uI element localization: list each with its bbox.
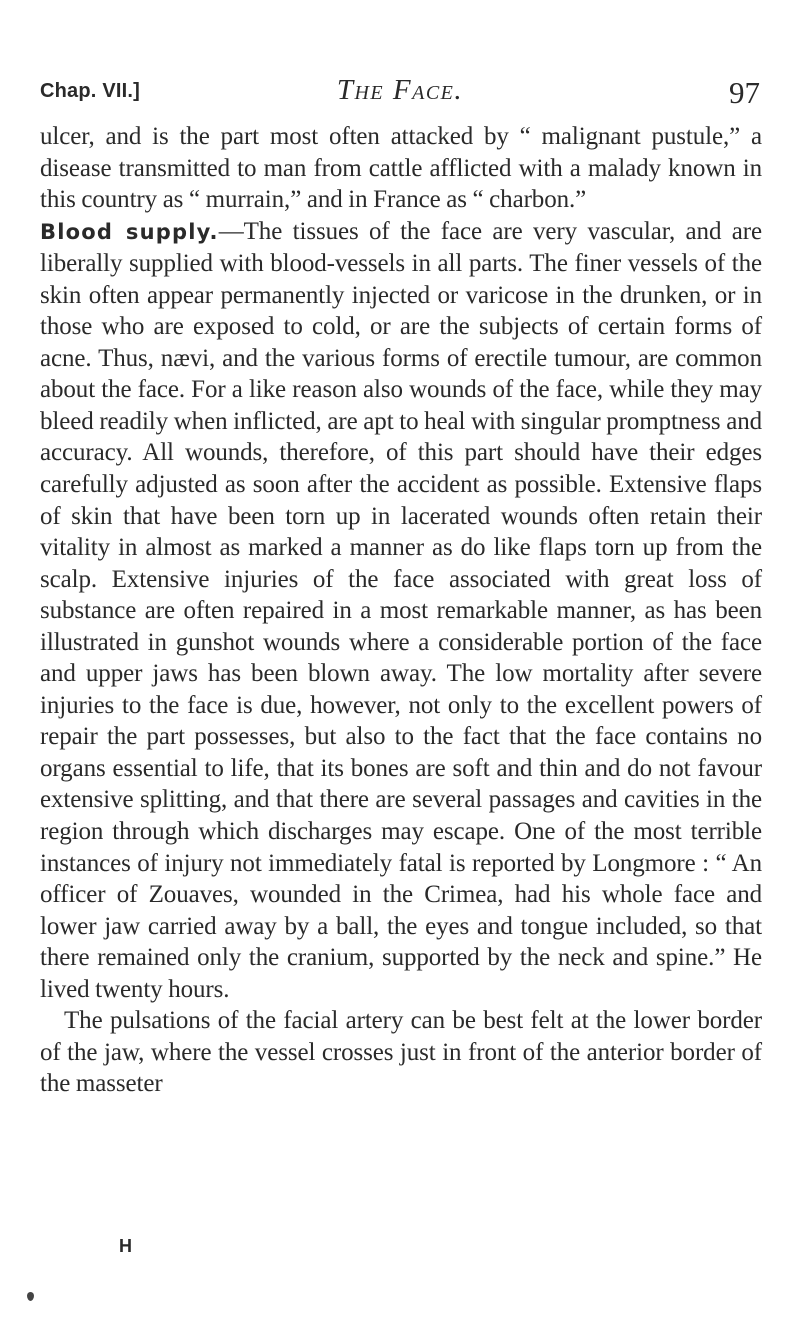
section-heading-blood-supply: Blood supply. bbox=[40, 219, 219, 244]
page-number: 97 bbox=[729, 75, 760, 110]
chapter-label: Chap. VII.] bbox=[40, 80, 140, 102]
paragraph-blood-supply bbox=[40, 216, 762, 1006]
paragraph-blood-supply-text: —The tissues of the face are very vascular, and are liberally supplied with blood-vessels in all parts. The finer vessels of the skin often appear permanently injected or varicose in the drunken, or in those who are exposed to cold, or are the subjects of certain forms of acne. Thus, nævi, and the various forms of erectile tumour, are common about the face. For a like reason also wounds of the face, while they may bleed readily when inflicted, are apt to heal with singular promptness and accuracy. All wounds, therefore, of this part should have their edges carefully adjusted as soon after the accident as possible. Extensive flaps of skin that have been torn up in lacerated wounds often retain their vitality in almost as marked a manner as do like flaps torn up from the scalp. Extensive injuries of the face associated with great loss of substance are often repaired in a most remarkable manner, as has been illustrated in gunshot wounds where a considerable portion of the face and upper jaws has been blown away. The low mortality after severe injuries to the face is due, however, not only to the excellent powers of repair the part possesses, but also to the fact that the face contains no organs essential to life, that its bones are soft and thin and do not favour extensive splitting, and that there are several passages and cavities in the region through which discharges may escape. One of the most terrible instances of injury not immediately fatal is reported by Longmore : “ An officer of Zouaves, wounded in the Crimea, had his whole face and lower jaw carried away by a ball, the eyes and tongue included, so that there remained only the cranium, supported by the neck and spine.” He lived twenty hours. bbox=[40, 217, 762, 1003]
paragraph-ulcer: ulcer, and is the part most often attacked by “ malignant pustule,” a disease transmitted to man from cattle afflicted with a malady known in this country as “ murrain,” and in France as “ charbon.” bbox=[40, 123, 762, 214]
running-header bbox=[40, 74, 760, 114]
running-title: The Face. bbox=[336, 74, 464, 106]
signature-mark: H bbox=[119, 1236, 132, 1256]
paragraph-facial-artery: The pulsations of the facial artery can be best felt at the lower border of the jaw, where the vessel crosses just in front of the anterior border of the masseter bbox=[40, 1007, 762, 1098]
body-text bbox=[40, 121, 762, 1100]
ink-speck bbox=[27, 1292, 34, 1301]
